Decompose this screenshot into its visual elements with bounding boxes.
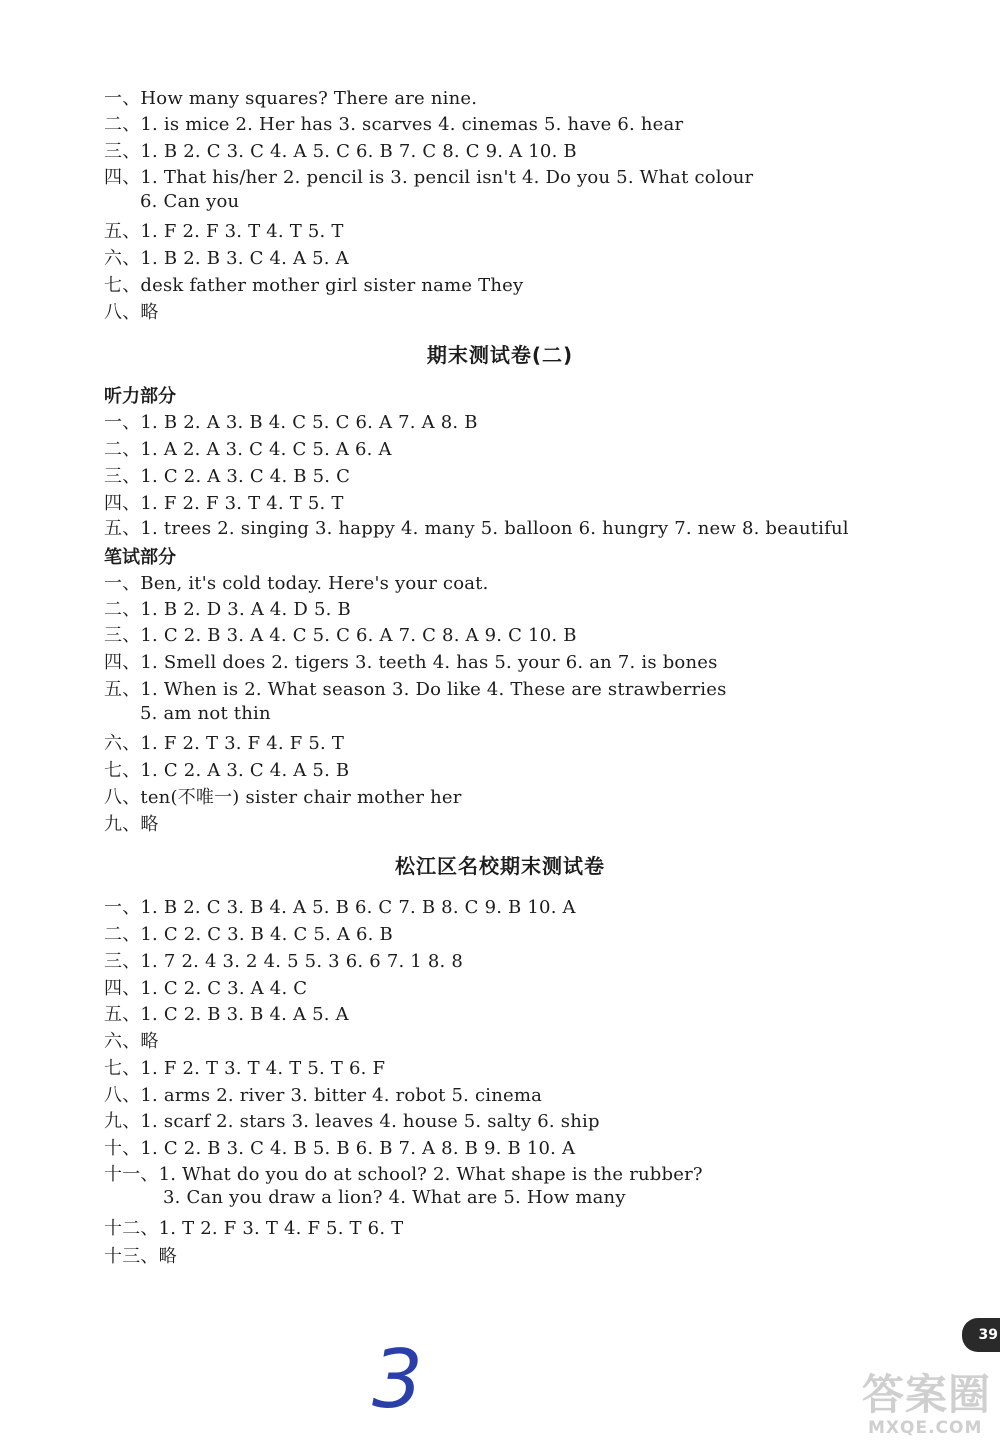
answer-line: 五、1. When is 2. What season 3. Do like 4. These are strawberries: [104, 679, 727, 700]
answer-line: 6. Can you: [140, 191, 240, 212]
answer-line: 四、1. C 2. C 3. A 4. C: [104, 978, 308, 999]
answer-line: 二、1. is mice 2. Her has 3. scarves 4. cinemas 5. have 6. hear: [104, 114, 684, 135]
answer-line: 五、1. C 2. B 3. B 4. A 5. A: [104, 1004, 349, 1025]
answer-line: 六、1. F 2. T 3. F 4. F 5. T: [104, 733, 345, 754]
answer-line: 一、Ben, it's cold today. Here's your coat.: [104, 573, 489, 594]
answer-line: 二、1. C 2. C 3. B 4. C 5. A 6. B: [104, 924, 393, 945]
answer-line: 一、1. B 2. A 3. B 4. C 5. C 6. A 7. A 8. B: [104, 412, 478, 433]
answer-line: 六、略: [104, 1031, 159, 1052]
subsection-heading: 笔试部分: [104, 547, 176, 568]
answer-line: 八、1. arms 2. river 3. bitter 4. robot 5. cinema: [104, 1085, 543, 1106]
answer-line: 四、1. That his/her 2. pencil is 3. pencil isn't 4. Do you 5. What colour: [104, 167, 754, 188]
answer-line: 七、1. C 2. A 3. C 4. A 5. B: [104, 760, 350, 781]
answer-line: 八、ten(不唯一) sister chair mother her: [104, 787, 462, 808]
answer-line: 五、1. F 2. F 3. T 4. T 5. T: [104, 221, 344, 242]
answer-line: 七、desk father mother girl sister name They: [104, 275, 524, 296]
answer-line: 3. Can you draw a lion? 4. What are 5. How many: [163, 1187, 626, 1208]
answer-line: 八、略: [104, 302, 159, 323]
answer-line: 十二、1. T 2. F 3. T 4. F 5. T 6. T: [104, 1218, 404, 1239]
watermark-url: MXQE.COM: [868, 1418, 983, 1438]
answer-line: 四、1. Smell does 2. tigers 3. teeth 4. has 5. your 6. an 7. is bones: [104, 652, 718, 673]
watermark-text: 答案圈: [862, 1370, 992, 1419]
handwritten-page-mark: 3: [372, 1333, 423, 1426]
answer-line: 5. am not thin: [140, 703, 271, 724]
answer-line: 十、1. C 2. B 3. C 4. B 5. B 6. B 7. A 8. B 9. B 10. A: [104, 1138, 576, 1159]
answer-line: 一、1. B 2. C 3. B 4. A 5. B 6. C 7. B 8. C 9. B 10. A: [104, 897, 576, 918]
section-title: 期末测试卷(二): [426, 343, 574, 367]
answer-line: 一、How many squares? There are nine.: [104, 88, 478, 109]
answer-line: 十三、略: [104, 1246, 177, 1267]
answer-line: 六、1. B 2. B 3. C 4. A 5. A: [104, 248, 349, 269]
page-number-badge: 39: [962, 1318, 1000, 1352]
answer-line: 三、1. 7 2. 4 3. 2 4. 5 5. 3 6. 6 7. 1 8. 8: [104, 951, 464, 972]
answer-line: 三、1. B 2. C 3. C 4. A 5. C 6. B 7. C 8. C 9. A 10. B: [104, 141, 577, 162]
answer-line: 三、1. C 2. A 3. C 4. B 5. C: [104, 466, 351, 487]
answer-line: 四、1. F 2. F 3. T 4. T 5. T: [104, 493, 344, 514]
answer-line: 十一、1. What do you do at school? 2. What shape is the rubber?: [104, 1164, 703, 1185]
answer-line: 七、1. F 2. T 3. T 4. T 5. T 6. F: [104, 1058, 386, 1079]
answer-line: 二、1. B 2. D 3. A 4. D 5. B: [104, 599, 351, 620]
answer-line: 九、1. scarf 2. stars 3. leaves 4. house 5. salty 6. ship: [104, 1111, 600, 1132]
answer-line: 三、1. C 2. B 3. A 4. C 5. C 6. A 7. C 8. A 9. C 10. B: [104, 625, 577, 646]
subsection-heading: 听力部分: [104, 386, 176, 407]
answer-line: 五、1. trees 2. singing 3. happy 4. many 5. balloon 6. hungry 7. new 8. beautiful: [104, 518, 849, 539]
answer-line: 九、略: [104, 814, 159, 835]
answer-line: 二、1. A 2. A 3. C 4. C 5. A 6. A: [104, 439, 392, 460]
watermark-logo: [862, 1362, 1000, 1445]
section-title: 松江区名校期末测试卷: [395, 854, 605, 878]
